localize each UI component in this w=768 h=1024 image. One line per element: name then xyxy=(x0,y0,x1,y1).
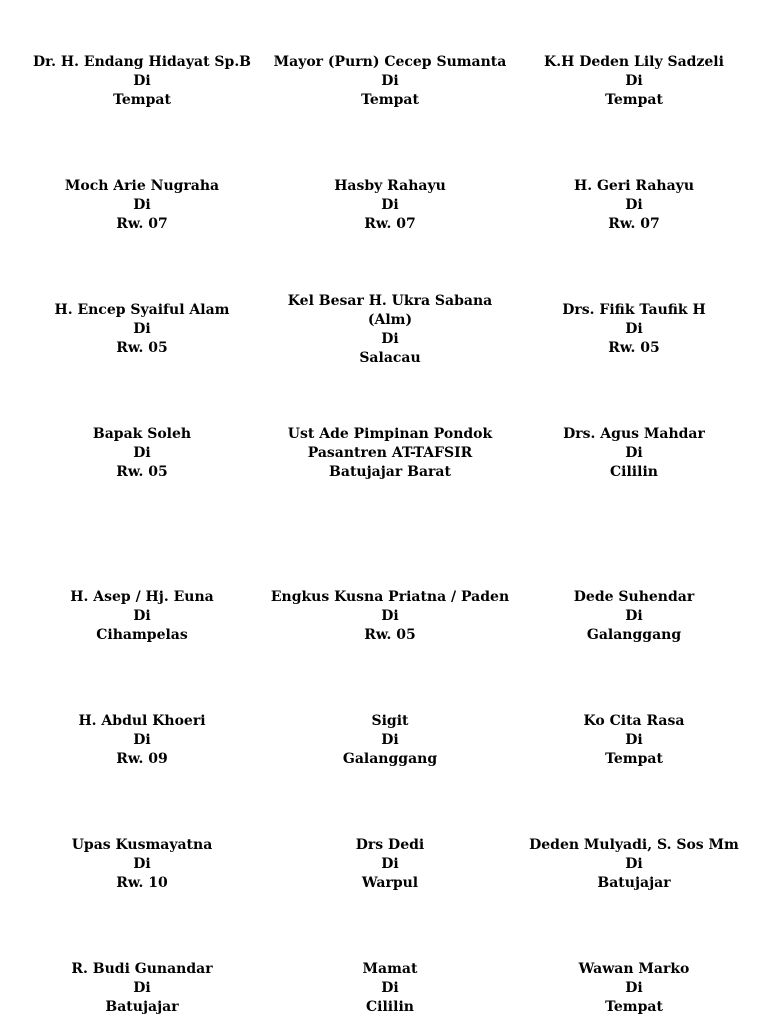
address-label xyxy=(511,53,757,110)
recipient-place: Rw. 05 xyxy=(116,340,168,356)
recipient-name: Upas Kusmayatna xyxy=(71,837,213,853)
recipient-place: Rw. 07 xyxy=(116,216,168,232)
recipient-place: Tempat xyxy=(605,751,663,767)
address-label xyxy=(19,960,265,1017)
recipient-place: Tempat xyxy=(605,999,663,1015)
recipient-name: K.H Deden Lily Sadzeli xyxy=(544,54,724,70)
recipient-place: Batujajar xyxy=(597,875,671,891)
recipient-di: Di xyxy=(133,197,151,213)
recipient-name: Sigit xyxy=(371,713,409,729)
recipient-di: Di xyxy=(381,856,399,872)
recipient-di: Di xyxy=(381,980,399,996)
recipient-name: Mamat xyxy=(362,961,418,977)
recipient-di: Di xyxy=(133,73,151,89)
recipient-name: Bapak Soleh xyxy=(92,426,192,442)
recipient-name-cont: Pasantren AT-TAFSIR xyxy=(307,445,473,461)
recipient-di: Di xyxy=(625,732,643,748)
address-label xyxy=(19,53,265,110)
address-label xyxy=(511,588,757,645)
recipient-di: Di xyxy=(133,856,151,872)
recipient-name: H. Geri Rahayu xyxy=(574,178,694,194)
recipient-name: Ust Ade Pimpinan Pondok xyxy=(287,426,493,442)
recipient-place: Cihampelas xyxy=(96,627,188,643)
address-label xyxy=(267,960,513,1017)
address-label xyxy=(267,177,513,234)
recipient-name: Dr. H. Endang Hidayat Sp.B xyxy=(32,54,252,70)
recipient-name: R. Budi Gunandar xyxy=(71,961,213,977)
address-label xyxy=(19,425,265,482)
address-label xyxy=(511,301,757,358)
address-label xyxy=(267,588,513,645)
recipient-di: Di xyxy=(381,732,399,748)
recipient-name: Drs Dedi xyxy=(355,837,425,853)
recipient-place: Rw. 10 xyxy=(116,875,168,891)
recipient-di: Di xyxy=(625,608,643,624)
address-label xyxy=(19,712,265,769)
recipient-place: Tempat xyxy=(605,92,663,108)
recipient-place: Batujajar xyxy=(105,999,179,1015)
recipient-di: Di xyxy=(133,980,151,996)
recipient-di: Di xyxy=(381,608,399,624)
recipient-place: Galanggang xyxy=(342,751,438,767)
recipient-name: Drs. Fifik Taufik H xyxy=(562,302,706,318)
recipient-di: Di xyxy=(381,73,399,89)
recipient-place: Rw. 09 xyxy=(116,751,168,767)
recipient-place: Cililin xyxy=(366,999,414,1015)
address-label xyxy=(19,301,265,358)
address-label xyxy=(267,53,513,110)
recipient-name: Dede Suhendar xyxy=(573,589,695,605)
recipient-di: Di xyxy=(625,980,643,996)
address-label xyxy=(19,836,265,893)
recipient-name: Ko Cita Rasa xyxy=(583,713,685,729)
address-label xyxy=(511,425,757,482)
recipient-place: Rw. 07 xyxy=(608,216,660,232)
recipient-di: Di xyxy=(625,321,643,337)
recipient-di: Di xyxy=(625,197,643,213)
address-label xyxy=(267,425,513,482)
address-label xyxy=(511,177,757,234)
address-label xyxy=(267,836,513,893)
recipient-di: Di xyxy=(625,445,643,461)
recipient-di: Di xyxy=(133,321,151,337)
recipient-di: Di xyxy=(625,856,643,872)
address-label xyxy=(267,712,513,769)
recipient-name: Moch Arie Nugraha xyxy=(64,178,220,194)
recipient-name: H. Asep / Hj. Euna xyxy=(70,589,214,605)
recipient-name: Kel Besar H. Ukra Sabana xyxy=(287,293,493,309)
address-label xyxy=(19,588,265,645)
recipient-name: H. Encep Syaiful Alam xyxy=(54,302,230,318)
recipient-place: Cililin xyxy=(610,464,658,480)
recipient-place: Tempat xyxy=(361,92,419,108)
recipient-name: Deden Mulyadi, S. Sos Mm xyxy=(529,837,739,853)
recipient-name: Wawan Marko xyxy=(578,961,690,977)
recipient-place: Rw. 07 xyxy=(364,216,416,232)
recipient-di: Di xyxy=(381,197,399,213)
recipient-place: Warpul xyxy=(361,875,419,891)
address-label xyxy=(511,836,757,893)
recipient-name-cont: (Alm) xyxy=(367,312,413,328)
address-label xyxy=(511,712,757,769)
recipient-place: Rw. 05 xyxy=(364,627,416,643)
recipient-di: Di xyxy=(381,331,399,347)
recipient-name: Engkus Kusna Priatna / Paden xyxy=(270,589,510,605)
recipient-place: Galanggang xyxy=(586,627,682,643)
address-label xyxy=(267,292,513,368)
recipient-name: Drs. Agus Mahdar xyxy=(563,426,705,442)
recipient-di: Di xyxy=(133,445,151,461)
address-label xyxy=(511,960,757,1017)
recipient-di: Di xyxy=(625,73,643,89)
recipient-place: Tempat xyxy=(113,92,171,108)
recipient-di: Di xyxy=(133,732,151,748)
recipient-name: Mayor (Purn) Cecep Sumanta xyxy=(273,54,507,70)
recipient-place: Salacau xyxy=(359,350,421,366)
recipient-name: H. Abdul Khoeri xyxy=(78,713,206,729)
recipient-place: Rw. 05 xyxy=(116,464,168,480)
recipient-place: Rw. 05 xyxy=(608,340,660,356)
recipient-place: Batujajar Barat xyxy=(329,464,451,480)
address-label xyxy=(19,177,265,234)
recipient-name: Hasby Rahayu xyxy=(334,178,446,194)
recipient-di: Di xyxy=(133,608,151,624)
